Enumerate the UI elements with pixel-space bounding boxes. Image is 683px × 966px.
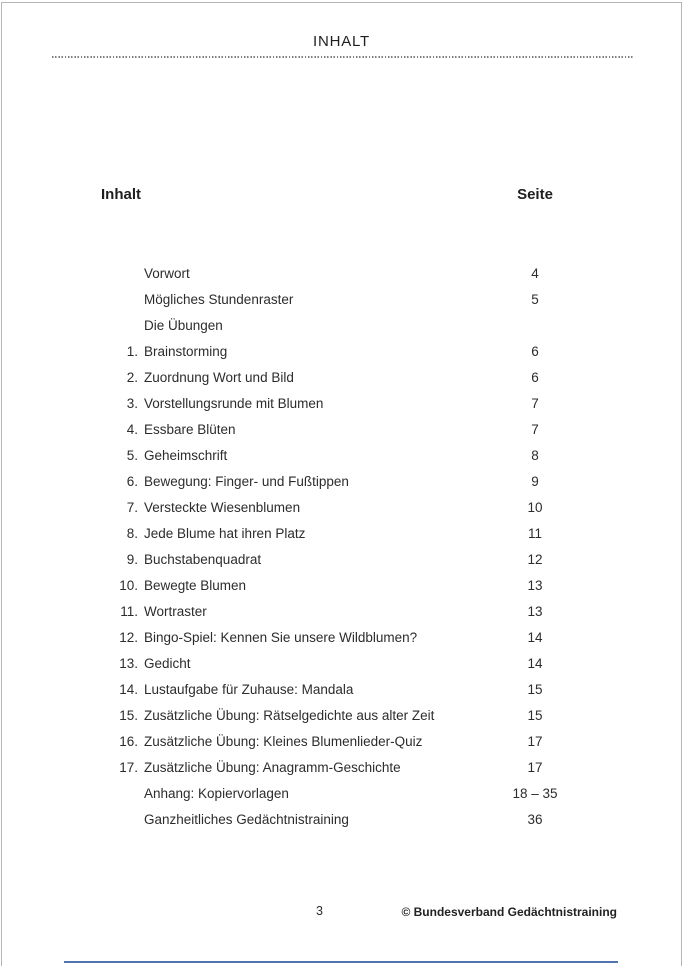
toc-entry-page: 6 xyxy=(531,369,539,385)
toc-entry-label: Jede Blume hat ihren Platz xyxy=(144,525,306,541)
toc-entry-label: Zusätzliche Übung: Anagramm-Geschichte xyxy=(144,759,401,775)
toc-entry-label: Brainstorming xyxy=(144,343,228,359)
toc-entry-label: Die Übungen xyxy=(144,317,223,333)
toc-entry-number: 2. xyxy=(126,369,138,385)
toc-entry-label: Bewegung: Finger- und Fußtippen xyxy=(144,473,349,489)
toc-row xyxy=(101,338,575,364)
toc-entry-page: 17 xyxy=(527,733,543,749)
toc-entry-page: 15 xyxy=(527,707,543,723)
toc-entry-label: Gedicht xyxy=(144,655,191,671)
toc-entry-label: Ganzheitliches Gedächtnistraining xyxy=(144,811,349,827)
bottom-accent-rule xyxy=(64,961,618,963)
toc-entry-label: Geheimschrift xyxy=(144,447,228,463)
toc-row xyxy=(101,468,575,494)
toc-entry-label: Mögliches Stundenraster xyxy=(144,291,294,307)
toc-entry-number: 17. xyxy=(119,759,138,775)
toc-entry-page: 8 xyxy=(531,447,539,463)
page-footer xyxy=(0,904,683,922)
toc-row xyxy=(101,806,575,832)
running-head-title: INHALT xyxy=(312,33,371,50)
toc-entry-number: 9. xyxy=(126,551,138,567)
toc-row xyxy=(101,572,575,598)
toc-entry-page: 9 xyxy=(531,473,539,489)
toc-row xyxy=(101,312,575,338)
toc-entry-number: 7. xyxy=(126,499,138,515)
toc-entry-label: Anhang: Kopiervorlagen xyxy=(144,785,289,801)
toc-entry-page: 13 xyxy=(527,577,543,593)
toc-entry-page: 7 xyxy=(531,395,539,411)
toc-row xyxy=(101,442,575,468)
toc-row xyxy=(101,260,575,286)
toc-header-contents: Inhalt xyxy=(101,186,141,203)
toc-entry-label: Versteckte Wiesenblumen xyxy=(144,499,301,515)
toc-entry-page: 17 xyxy=(527,759,543,775)
toc-row xyxy=(101,546,575,572)
toc-entry-number: 4. xyxy=(126,421,138,437)
toc-row xyxy=(101,520,575,546)
toc-entry-page: 11 xyxy=(527,525,542,541)
toc-row xyxy=(101,624,575,650)
toc-list xyxy=(101,260,575,832)
toc-row xyxy=(101,598,575,624)
toc-entry-page: 12 xyxy=(527,551,543,567)
toc-row xyxy=(101,416,575,442)
toc-header-row xyxy=(101,186,575,203)
toc-entry-number: 14. xyxy=(119,681,138,697)
toc-entry-page: 4 xyxy=(531,265,539,281)
toc-entry-label: Zuordnung Wort und Bild xyxy=(144,369,294,385)
toc-entry-label: Bewegte Blumen xyxy=(144,577,247,593)
toc-entry-label: Lustaufgabe für Zuhause: Mandala xyxy=(144,681,354,697)
toc-row xyxy=(101,650,575,676)
toc-row xyxy=(101,728,575,754)
toc-row xyxy=(101,676,575,702)
toc-row xyxy=(101,702,575,728)
toc-entry-number: 8. xyxy=(126,525,138,541)
footer-copyright: © Bundesverband Gedächtnistraining xyxy=(401,905,617,919)
toc-row xyxy=(101,390,575,416)
toc-entry-number: 1. xyxy=(126,343,138,359)
toc-entry-page: 6 xyxy=(531,343,539,359)
toc-header-page: Seite xyxy=(517,186,553,203)
toc-row xyxy=(101,754,575,780)
toc-entry-number: 11. xyxy=(120,603,138,619)
toc-entry-page: 13 xyxy=(527,603,543,619)
toc-row xyxy=(101,494,575,520)
toc-entry-page: 18 – 35 xyxy=(512,785,558,801)
toc-entry-number: 6. xyxy=(126,473,138,489)
toc-entry-page: 15 xyxy=(527,681,543,697)
toc-entry-label: Buchstabenquadrat xyxy=(144,551,262,567)
footer-page-number: 3 xyxy=(316,904,323,918)
toc-entry-page: 36 xyxy=(527,811,543,827)
toc-entry-number: 13. xyxy=(119,655,138,671)
toc-entry-label: Wortraster xyxy=(144,603,207,619)
toc-row xyxy=(101,286,575,312)
toc-entry-number: 15. xyxy=(119,707,138,723)
toc-entry-label: Bingo-Spiel: Kennen Sie unsere Wildblumen? xyxy=(144,629,418,645)
toc-entry-page: 7 xyxy=(531,421,539,437)
toc-entry-number: 16. xyxy=(119,733,138,749)
toc-entry-label: Zusätzliche Übung: Rätselgedichte aus alter Zeit xyxy=(144,707,435,723)
toc-entry-label: Vorwort xyxy=(144,265,190,281)
toc-row xyxy=(101,780,575,806)
toc-entry-number: 3. xyxy=(126,395,138,411)
dotted-divider xyxy=(52,56,634,58)
toc-entry-page: 14 xyxy=(527,655,543,671)
toc-entry-page: 14 xyxy=(527,629,543,645)
toc-entry-page: 10 xyxy=(527,499,543,515)
toc-entry-number: 5. xyxy=(126,447,138,463)
toc-entry-page: 5 xyxy=(531,291,539,307)
toc-entry-label: Zusätzliche Übung: Kleines Blumenlieder-Quiz xyxy=(144,733,423,749)
toc-entry-label: Vorstellungsrunde mit Blumen xyxy=(144,395,324,411)
toc-row xyxy=(101,364,575,390)
toc-entry-label: Essbare Blüten xyxy=(144,421,236,437)
toc-entry-number: 12. xyxy=(119,629,138,645)
toc-entry-number: 10. xyxy=(119,577,138,593)
